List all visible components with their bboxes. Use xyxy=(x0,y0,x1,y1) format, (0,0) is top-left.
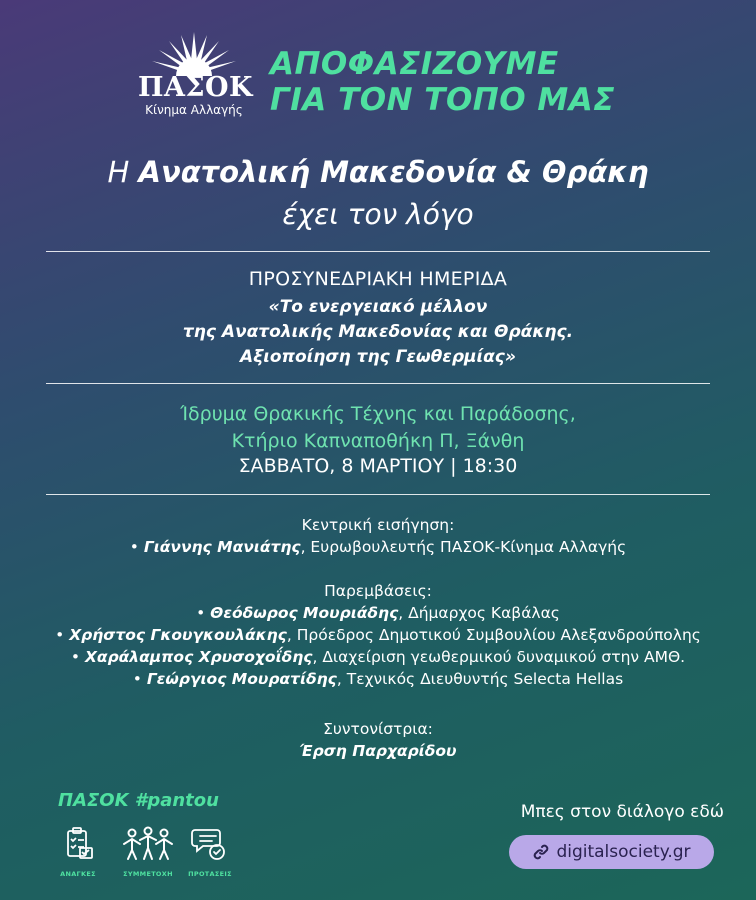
proposals-badge xyxy=(184,826,236,878)
keynote-heading: Κεντρική εισήγηση: xyxy=(301,516,455,534)
logo-wordmark: ΠΑΣΟΚ xyxy=(138,72,254,103)
speaker-role: , Τεχνικός Διευθυντής Selecta Hellas xyxy=(336,670,624,688)
speaker-item: • Θεόδωρος Μουριάδης, Δήμαρχος Καβάλας xyxy=(196,604,560,622)
speaker-name: Γεώργιος Μουρατίδης xyxy=(146,670,337,688)
participation-label: ΣΥΜΜΕΤΟΧΗ xyxy=(123,870,173,878)
participation-badge xyxy=(117,826,179,878)
moderator-name: Έρση Παρχαρίδου xyxy=(299,742,457,760)
headline-prefix: Η xyxy=(107,155,139,189)
moderator-heading: Συντονίστρια: xyxy=(323,720,433,738)
divider xyxy=(46,494,710,495)
speaker-role: , Πρόεδρος Δημοτικού Συμβουλίου Αλεξανδρούπολης xyxy=(286,626,701,644)
keynote-section xyxy=(0,514,756,558)
moderator-section xyxy=(0,718,756,762)
needs-badge xyxy=(52,826,104,878)
link-icon xyxy=(532,843,550,861)
link-text: digitalsociety.gr xyxy=(556,842,691,862)
speaker-item: • Γεώργιος Μουρατίδης, Τεχνικός Διευθυντής Selecta Hellas xyxy=(132,670,624,688)
proposals-label: ΠΡΟΤΑΣΕΙΣ xyxy=(188,870,232,878)
sun-icon xyxy=(146,30,242,76)
speaker-role: , Διαχείριση γεωθερμικού δυναμικού στην ΑΜΘ. xyxy=(312,648,686,666)
logo-subtitle: Κίνημα Αλλαγής xyxy=(145,103,243,117)
slogan-line-2: ΓΙΑ ΤΟΝ ΤΟΠΟ ΜΑΣ xyxy=(270,82,615,118)
event-label: ΠΡΟΣΥΝΕΔΡΙΑΚΗ ΗΜΕΡΙΔΑ xyxy=(248,268,508,290)
hashtag: ΠΑΣΟΚ #pantou xyxy=(58,790,219,811)
speech-bubble-icon xyxy=(191,826,229,862)
speaker-role: , Δήμαρχος Καβάλας xyxy=(398,604,560,622)
event-title-line-1: «Το ενεργειακό μέλλον xyxy=(268,297,488,317)
speaker-name: Χαράλαμπος Χρυσοχοΐδης xyxy=(84,648,313,666)
headline-region: Ανατολική Μακεδονία & Θράκη xyxy=(138,155,649,189)
event-date: ΣΑΒΒΑΤΟ, 8 ΜΑΡΤΙΟΥ | 18:30 xyxy=(238,455,518,477)
cta-text: Μπες στον διάλογο εδώ xyxy=(520,802,724,822)
venue-line-2: Κτήριο Καπναποθήκη Π, Ξάνθη xyxy=(231,430,525,452)
speaker-item: • Χρήστος Γκουγκουλάκης, Πρόεδρος Δημοτικού Συμβουλίου Αλεξανδρούπολης xyxy=(55,626,701,644)
speaker-name: Χρήστος Γκουγκουλάκης xyxy=(69,626,287,644)
interventions-heading: Παρεμβάσεις: xyxy=(324,582,432,600)
speaker-name: Γιάννης Μανιάτης xyxy=(143,538,301,556)
speaker-name: Θεόδωρος Μουριάδης xyxy=(210,604,399,622)
event-title-line-2: της Ανατολικής Μακεδονίας και Θράκης. xyxy=(182,322,574,342)
slogan xyxy=(270,46,615,118)
headline xyxy=(0,152,756,192)
pasok-logo xyxy=(138,30,254,122)
venue xyxy=(0,401,756,455)
event-title xyxy=(0,295,756,370)
speaker-item: • Χαράλαμπος Χρυσοχοΐδης, Διαχείριση γεωθερμικού δυναμικού στην ΑΜΘ. xyxy=(70,648,686,666)
divider xyxy=(46,383,710,384)
digitalsociety-link[interactable] xyxy=(509,835,714,869)
needs-label: ΑΝΑΓΚΕΣ xyxy=(60,870,96,878)
headline-subtitle: έχει τον λόγο xyxy=(282,198,474,231)
people-icon xyxy=(120,826,176,862)
keynote-speaker: • Γιάννης Μανιάτης, Ευρωβουλευτής ΠΑΣΟΚ-Κίνημα Αλλαγής xyxy=(129,538,627,556)
venue-line-1: Ίδρυμα Θρακικής Τέχνης και Παράδοσης, xyxy=(180,403,576,425)
interventions-section xyxy=(0,580,756,690)
slogan-line-1: ΑΠΟΦΑΣΙΖΟΥΜΕ xyxy=(270,46,559,82)
event-title-line-3: Αξιοποίηση της Γεωθερμίας» xyxy=(240,347,516,367)
speaker-role: , Ευρωβουλευτής ΠΑΣΟΚ-Κίνημα Αλλαγής xyxy=(300,538,627,556)
clipboard-icon xyxy=(60,826,96,862)
divider xyxy=(46,251,710,252)
